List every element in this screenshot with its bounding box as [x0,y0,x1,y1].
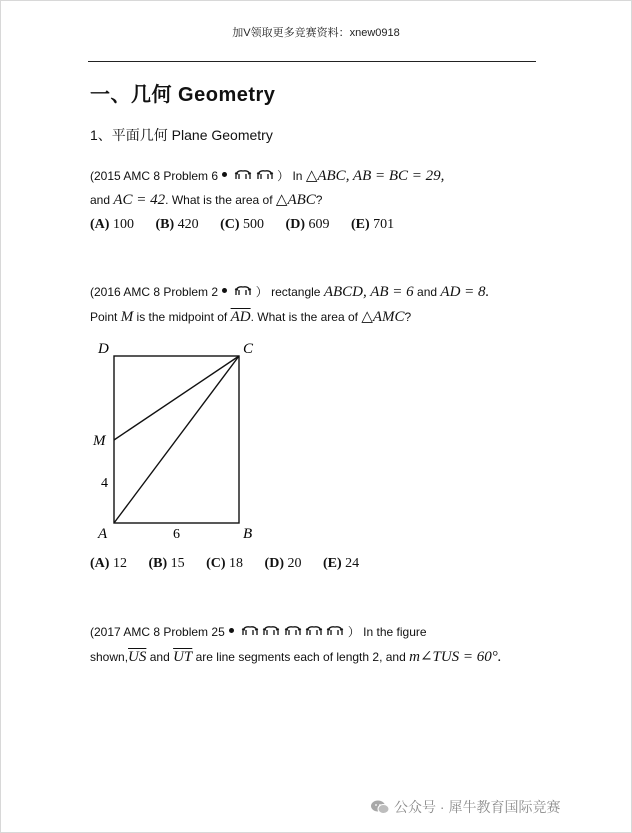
problem-1-and: and [90,193,111,207]
wechat-icon [370,799,390,815]
problem-1-line-1 [90,166,444,185]
ox-difficulty-icon [305,625,323,637]
ox-difficulty-icon [326,625,344,637]
choice-e: (E) 24 [322,556,360,571]
problem-2-line-2 [90,307,411,326]
problem-2-equation-2: AD = 8. [440,284,490,300]
section-title: 一、几何 Geometry [90,84,276,106]
bullet-icon [222,172,227,177]
problem-3-intro: In the figure [363,625,427,639]
problem-1-qmark: ? [315,193,323,207]
choice-a: (A) 12 [90,556,127,571]
problem-3-and: and [149,650,170,664]
choice-c: (C) 18 [206,556,244,571]
bullet-icon [229,628,234,633]
rectangle-figure [88,338,278,548]
problem-2-triangle: △AMC [361,309,405,325]
problem-2-midpoint-text: is the midpoint of [136,310,228,324]
problem-2-question: . What is the area of [250,310,358,324]
segment-mc [114,356,239,440]
problem-3-segment-us: $\overline{US}$ [128,649,147,665]
label-a: A [98,526,108,542]
choice-a: (A) 100 [90,217,134,232]
page-header: 加V领取更多竞赛资料：xnew0918 [232,27,400,39]
label-b: B [243,526,253,542]
problem-2-and: and [417,285,438,299]
ox-difficulty-icon [256,169,274,181]
problem-2-equation-1: , AB = 6 [363,284,414,300]
segment-ac [114,356,239,523]
problem-1-question: . What is the area of [165,193,273,207]
problem-2-close: ） [255,285,268,299]
problem-2-choices [90,556,377,572]
ox-difficulty-icon [241,625,259,637]
problem-1-equation-2: AC = 42 [113,192,166,208]
problem-2-rect: ABCD [323,284,363,300]
ox-difficulty-icon [234,169,252,181]
problem-1-triangle: △ABC [305,168,346,184]
label-m: M [93,433,106,449]
choice-d: (D) 20 [264,556,302,571]
subsection-title: 1、平面几何 Plane Geometry [90,127,273,143]
problem-2-point-text: Point [90,310,118,324]
problem-3-length-text: are line segments each of length 2, and [195,650,406,664]
problem-3-close: ） [347,625,360,639]
problem-3-angle: m∠TUS = 60°. [409,649,502,665]
watermark-text: 公众号 · 犀牛教育国际竞赛 [394,799,561,815]
label-side-6: 6 [173,527,180,542]
problem-2-segment: $\overline{AD}$ [230,309,251,325]
problem-1-intro: In [292,169,303,183]
problem-3-line-2 [90,647,502,666]
problem-3-shown: shown, [90,650,129,664]
problem-2-qmark: ? [404,310,412,324]
problem-3-line-1 [90,623,427,640]
problem-1-choices [90,217,412,233]
label-c: C [243,341,254,357]
problem-2-intro: rectangle [271,285,321,299]
problem-1-close: ） [277,169,290,183]
label-side-4: 4 [101,476,108,491]
bullet-icon [222,288,227,293]
problem-3-source: (2017 AMC 8 Problem 25 [90,625,225,639]
watermark [370,797,560,817]
header-rule [88,61,536,62]
ox-difficulty-icon [262,625,280,637]
label-d: D [98,341,109,357]
choice-b: (B) 15 [148,556,185,571]
problem-2-point: M [120,309,134,325]
choice-c: (C) 500 [220,217,265,232]
problem-2-source: (2016 AMC 8 Problem 2 [90,285,219,299]
problem-1-line-2 [90,190,322,209]
ox-difficulty-icon [234,285,252,297]
choice-e: (E) 701 [350,217,395,232]
choice-d: (D) 609 [285,217,330,232]
choice-b: (B) 420 [155,217,199,232]
problem-1-source: (2015 AMC 8 Problem 6 [90,169,219,183]
problem-2-line-1 [90,283,489,301]
problem-1-equation-1: , AB = BC = 29, [345,168,445,184]
ox-difficulty-icon [284,625,302,637]
problem-3-segment-ut: $\overline{UT}$ [173,649,193,665]
problem-1-triangle-2: △ABC [275,192,316,208]
